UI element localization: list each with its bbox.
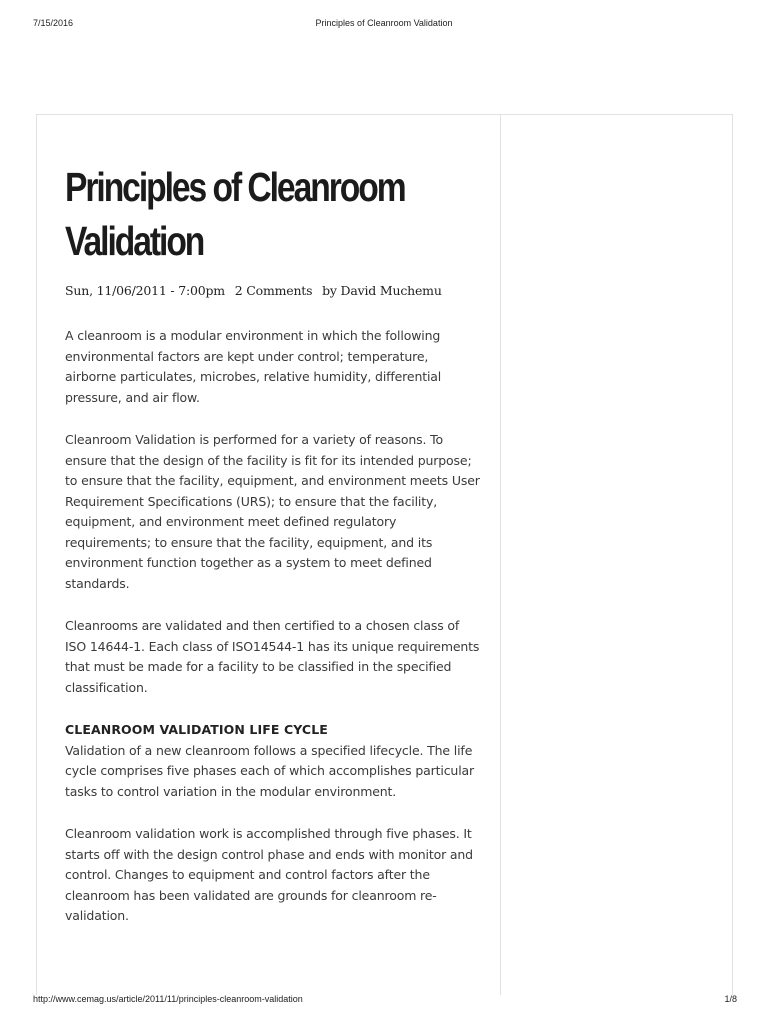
paragraph-2: Cleanroom Validation is performed for a variety of reasons. To ensure that the design of the facility is fit for its intended purpose; to ensure that the facility, equipment, and environment meets User Requirement Specifications (URS); to ensure that the facility, equipment, and environment meet defined regulatory requirements; to ensure that the facility, equipment, and its environment function together as a system to meet defined standards. [65, 432, 480, 591]
headline-line-2: Validation [65, 218, 204, 264]
section-block [65, 720, 480, 802]
article-author: by David Muchemu [322, 283, 442, 298]
article-headline [65, 160, 475, 268]
headline-line-1: Principles of Cleanroom [65, 164, 405, 210]
print-header [0, 18, 768, 32]
print-date: 7/15/2016 [33, 18, 74, 28]
print-page-number: 1/8 [724, 994, 737, 1004]
comments-link[interactable]: 2 Comments [234, 283, 313, 298]
print-title: Principles of Cleanroom Validation [315, 18, 453, 28]
paragraph-1: A cleanroom is a modular environment in which the following environmental factors are kept under control; temperature, airborne particulates, microbes, relative humidity, differential pressure, and air flow. [65, 328, 442, 405]
sidebar-frame [500, 114, 733, 995]
article-meta [65, 283, 480, 298]
article-date: Sun, 11/06/2011 - 7:00pm [65, 283, 225, 298]
section-heading: CLEANROOM VALIDATION LIFE CYCLE [65, 722, 328, 737]
print-url: http://www.cemag.us/article/2011/11/principles-cleanroom-validation [33, 994, 303, 1004]
paragraph-3: Cleanrooms are validated and then certified to a chosen class of ISO 14644-1. Each class of ISO14544-1 has its unique requirements that must be made for a facility to be classified in the specified classification. [65, 618, 480, 695]
article [65, 160, 480, 949]
article-body [65, 326, 480, 927]
print-footer [0, 994, 768, 1008]
section-paragraph: Validation of a new cleanroom follows a specified lifecycle. The life cycle comprises five phases each of which accomplishes particular tasks to control variation in the modular environment. [65, 742, 475, 799]
paragraph-5: Cleanroom validation work is accomplished through five phases. It starts off with the design control phase and ends with monitor and control. Changes to equipment and control factors after the cleanroom has been validated are grounds for cleanroom re-validation. [65, 826, 473, 923]
